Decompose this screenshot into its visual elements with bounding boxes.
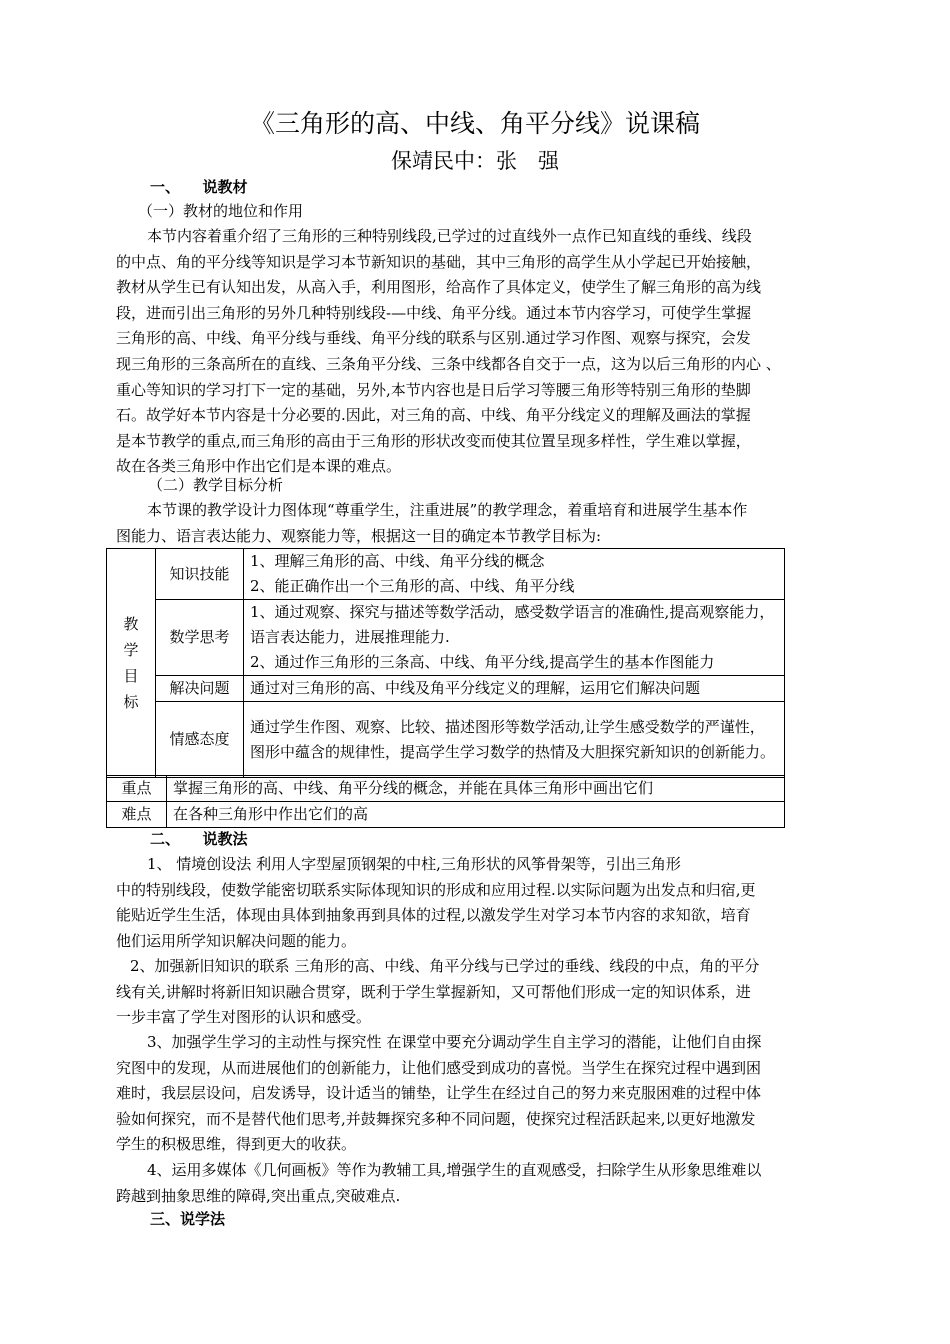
document-title: 《三角形的高、中线、角平分线》说课稿	[249, 109, 700, 138]
text-line: 3、加强学生学习的主动性与探究性 在课堂中要充分调动学生自主学习的潜能，让他们自由探	[147, 1033, 762, 1051]
goal-category: 数学思考	[156, 600, 244, 676]
goals-group-label: 教 学 目 标	[107, 549, 156, 778]
section1-sub1-heading: （一）教材的地位和作用	[138, 202, 304, 220]
table-row	[107, 702, 785, 778]
section2-paragraph-2	[116, 954, 842, 1031]
difficulty-text: 在各种三角形中作出它们的高	[167, 802, 785, 828]
goal-category: 解决问题	[156, 676, 244, 702]
text-line: 究图中的发现，从而进展他们的创新能力，让他们感受到成功的喜悦。当学生在探究过程中遇到困	[116, 1058, 762, 1077]
text-line: 本节课的教学设计力图体现“尊重学生，注重进展”的教学理念，着重培育和进展学生基本作	[147, 501, 748, 519]
text-line: 重心等知识的学习打下一定的基础，另外,本节内容也是日后学习等腰三角形等特别三角形的垫脚	[116, 380, 751, 399]
text-line: 中的特别线段，使数学能密切联系实际体现知识的形成和应用过程.以实际问题为出发点和归宿,更	[116, 880, 756, 899]
text-line: 的中点、角的平分线等知识是学习本节新知识的基础，其中三角形的高学生从小学起已开始接触，	[116, 252, 762, 271]
text-line: 一步丰富了学生对图形的认识和感受。	[116, 1008, 372, 1027]
table-row	[107, 676, 785, 702]
section1-heading: 一、 说教材	[150, 178, 248, 196]
text-line: 1、 情境创设法 利用人字型屋顶钢架的中柱,三角形状的风筝骨架等，引出三角形	[147, 855, 681, 873]
text-line: 现三角形的三条高所在的直线、三条角平分线、三条中线都各自交于一点，这为以后三角形的内心 、	[116, 354, 781, 373]
table-row	[107, 600, 785, 676]
section1-sub1-paragraph	[116, 224, 842, 480]
section2-paragraph-4	[116, 1158, 842, 1209]
text-line: 难时，我层层设问，启发诱导，设计适当的铺垫，让学生在经过自己的努力来克服困难的过程中体	[116, 1084, 762, 1103]
text-line: 段，进而引出三角形的另外几种特别线段-—中线、角平分线。通过本节内容学习，可使学生掌握	[116, 303, 752, 322]
table-row	[107, 549, 785, 600]
goal-category: 知识技能	[156, 549, 244, 600]
section1-sub2-heading: （二）教学目标分析	[148, 476, 284, 494]
section3-heading: 三、说学法	[150, 1210, 226, 1228]
text-line: 线有关,讲解时将新旧知识融合贯穿，既利于学生掌握新知，又可帮他们形成一定的知识体系，进	[116, 982, 751, 1001]
text-line: 故在各类三角形中作出它们是本课的难点。	[116, 457, 402, 476]
text-line: 石。故学好本节内容是十分必要的.因此，对三角的高、中线、角平分线定义的理解及画法的掌握	[116, 406, 751, 425]
text-line: 教材从学生已有认知出发，从高入手，利用图形，给高作了具体定义，使学生了解三角形的高为线	[116, 278, 762, 297]
text-line: 三角形的高、中线、角平分线与垂线、角平分线的联系与区别.通过学习作图、观察与探究，会发	[116, 329, 751, 348]
text-line: 能贴近学生生活，体现由具体到抽象再到具体的过程,以激发学生对学习本节内容的求知欲，培育	[116, 906, 751, 925]
table-row	[107, 802, 785, 828]
key-difficulty-table	[106, 775, 785, 828]
section1-sub2-paragraph	[116, 498, 842, 549]
section2-paragraph-1	[116, 852, 842, 954]
key-point-text: 掌握三角形的高、中线、角平分线的概念，并能在具体三角形中画出它们	[167, 776, 785, 802]
section2-heading: 二、 说教法	[150, 830, 248, 848]
text-line: 是本节教学的重点,而三角形的高由于三角形的形状改变而使其位置呈现多样性，学生难以掌握，	[116, 431, 751, 450]
goal-content: 通过学生作图、观察、比较、描述图形等数学活动,让学生感受数学的严谨性，图形中蕴含的规律性，提高学生学习数学的热情及大胆探究新知识的创新能力。	[244, 702, 785, 778]
goal-content: 1、理解三角形的高、中线、角平分线的概念 2、能正确作出一个三角形的高、中线、角平分线	[244, 549, 785, 600]
text-line: 跨越到抽象思维的障碍,突出重点,突破难点.	[116, 1186, 401, 1205]
text-line: 4、运用多媒体《几何画板》等作为教辅工具,增强学生的直观感受，扫除学生从形象思维难以	[147, 1161, 762, 1179]
goal-content: 1、通过观察、探究与描述等数学活动，感受数学语言的准确性,提高观察能力，语言表达能力，进展推理能力. 2、通过作三角形的三条高、中线、角平分线,提高学生的基本作图能力	[244, 600, 785, 676]
document-author: 保靖民中：张 强	[391, 149, 559, 173]
text-line: 本节内容着重介绍了三角形的三种特别线段,已学过的过直线外一点作已知直线的垂线、线段	[147, 227, 752, 245]
text-line: 2、加强新旧知识的联系 三角形的高、中线、角平分线与已学过的垂线、线段的中点，角的平分	[130, 957, 760, 975]
text-line: 学生的积极思维，得到更大的收获。	[116, 1135, 357, 1154]
goal-category: 情感态度	[156, 702, 244, 778]
section2-paragraph-3	[116, 1030, 842, 1158]
table-row	[107, 776, 785, 802]
text-line: 验如何探究，而不是替代他们思考,并鼓舞探究多种不同问题，使探究过程活跃起来,以更好地激发	[116, 1109, 756, 1128]
difficulty-label: 难点	[107, 802, 167, 828]
text-line: 图能力、语言表达能力、观察能力等，根据这一目的确定本节教学目标为:	[116, 526, 602, 545]
teaching-goals-table	[106, 548, 785, 778]
key-point-label: 重点	[107, 776, 167, 802]
text-line: 他们运用所学知识解决问题的能力。	[116, 931, 357, 950]
goal-content: 通过对三角形的高、中线及角平分线定义的理解，运用它们解决问题	[244, 676, 785, 702]
